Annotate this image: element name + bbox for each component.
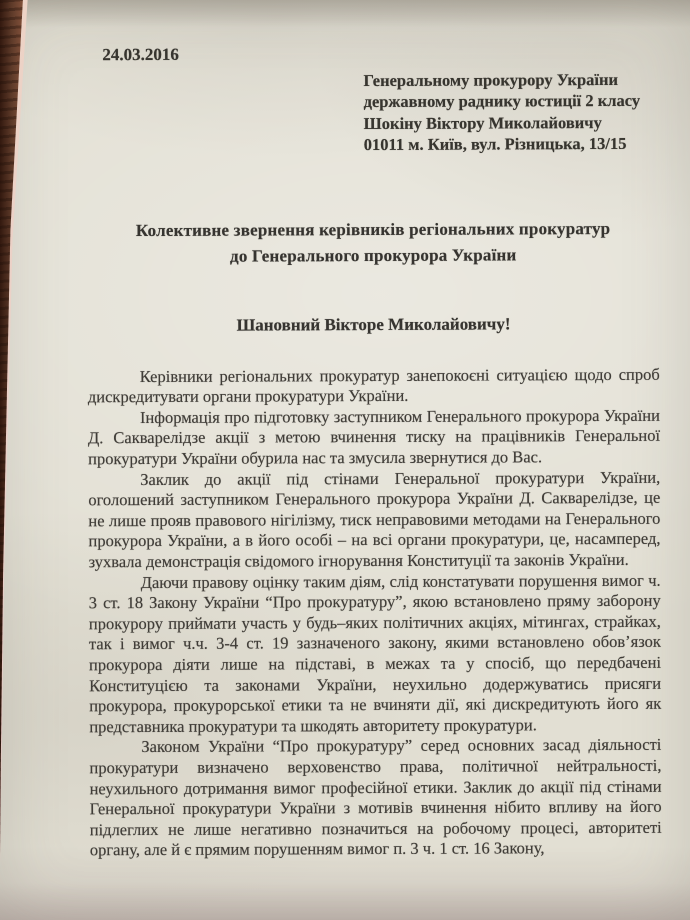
salutation: Шановний Вікторе Миколайовичу! — [236, 314, 511, 335]
recipient-line-rank: державному раднику юстиції 2 класу — [363, 91, 641, 112]
letter-title — [87, 215, 659, 269]
body-paragraph: Даючи правову оцінку таким діям, слід констатувати порушення вимог ч. 3 ст. 18 Закону України “Про прокуратуру”, якою встановлено пряму заборону прокурору приймати участь у будь–яких політичних акціях, мітингах, страйках, так і вимог ч.ч. 3-4 ст. 19 зазначеного закону, якими встановлено обов’язок прокурора діяти лише на підставі, в межах та у спосіб, що передбачені Конституцією та законами України, неухильно додержуватись присяги прокурора, прокурорської етики та не вчиняти дії, які дискредитують його як представника прокуратури та шкодять авторитету прокуратури. — [88, 570, 662, 736]
letter-title-line2: до Генерального прокурора України — [229, 245, 517, 266]
letter-date: 24.03.2016 — [102, 44, 179, 65]
recipient-line-name: Шокіну Віктору Миколайовичу — [363, 112, 602, 133]
body-paragraph: Керівники регіональних прокуратур занепокоєні ситуацією щодо спроб дискредитувати органи прокуратури України. — [87, 364, 660, 407]
body-paragraph: Законом України “Про прокуратуру” серед основних засад діяльності прокуратури визначено верховенство права, політичної нейтральності, неухильного дотримання вимог професійної етики. Заклик до акції під стінами Генеральної прокуратури України з мотивів вчинення нібито впливу на його підлеглих не лише негативно позначиться на робочому процесі, авторитеті органу, але й є прямим порушенням вимог п. 3 ч. 1 ст. 16 Закону, — [89, 735, 662, 860]
recipient-line-address: 01011 м. Київ, вул. Різницька, 13/15 — [363, 134, 627, 155]
body-paragraph: Заклик до акції під стінами Генеральної прокуратури України, оголошений заступником Генерального прокурора України Д. Сакварелідзе, це не лише прояв правового нігілізму, тиск неправовими методами на Генерального прокурора України, а в його особі – на всі органи прокуратури, це, насамперед, зухвала демонстрація свідомого ігнорування Конституції та законів України. — [88, 467, 661, 572]
recipient-block — [363, 69, 658, 156]
letter-title-line1: Колективне звернення керівників регіональних прокуратур — [135, 218, 611, 240]
letter-content — [86, 0, 662, 861]
body-paragraph: Інформація про підготовку заступником Генерального прокурора України Д. Сакварелідзе акції з метою вчинення тиску на працівників Генеральної прокуратури України обурила нас та змусила звернутися до Вас. — [87, 405, 661, 469]
letter-body — [88, 364, 662, 861]
recipient-line-position: Генеральному прокурору України — [363, 69, 619, 91]
